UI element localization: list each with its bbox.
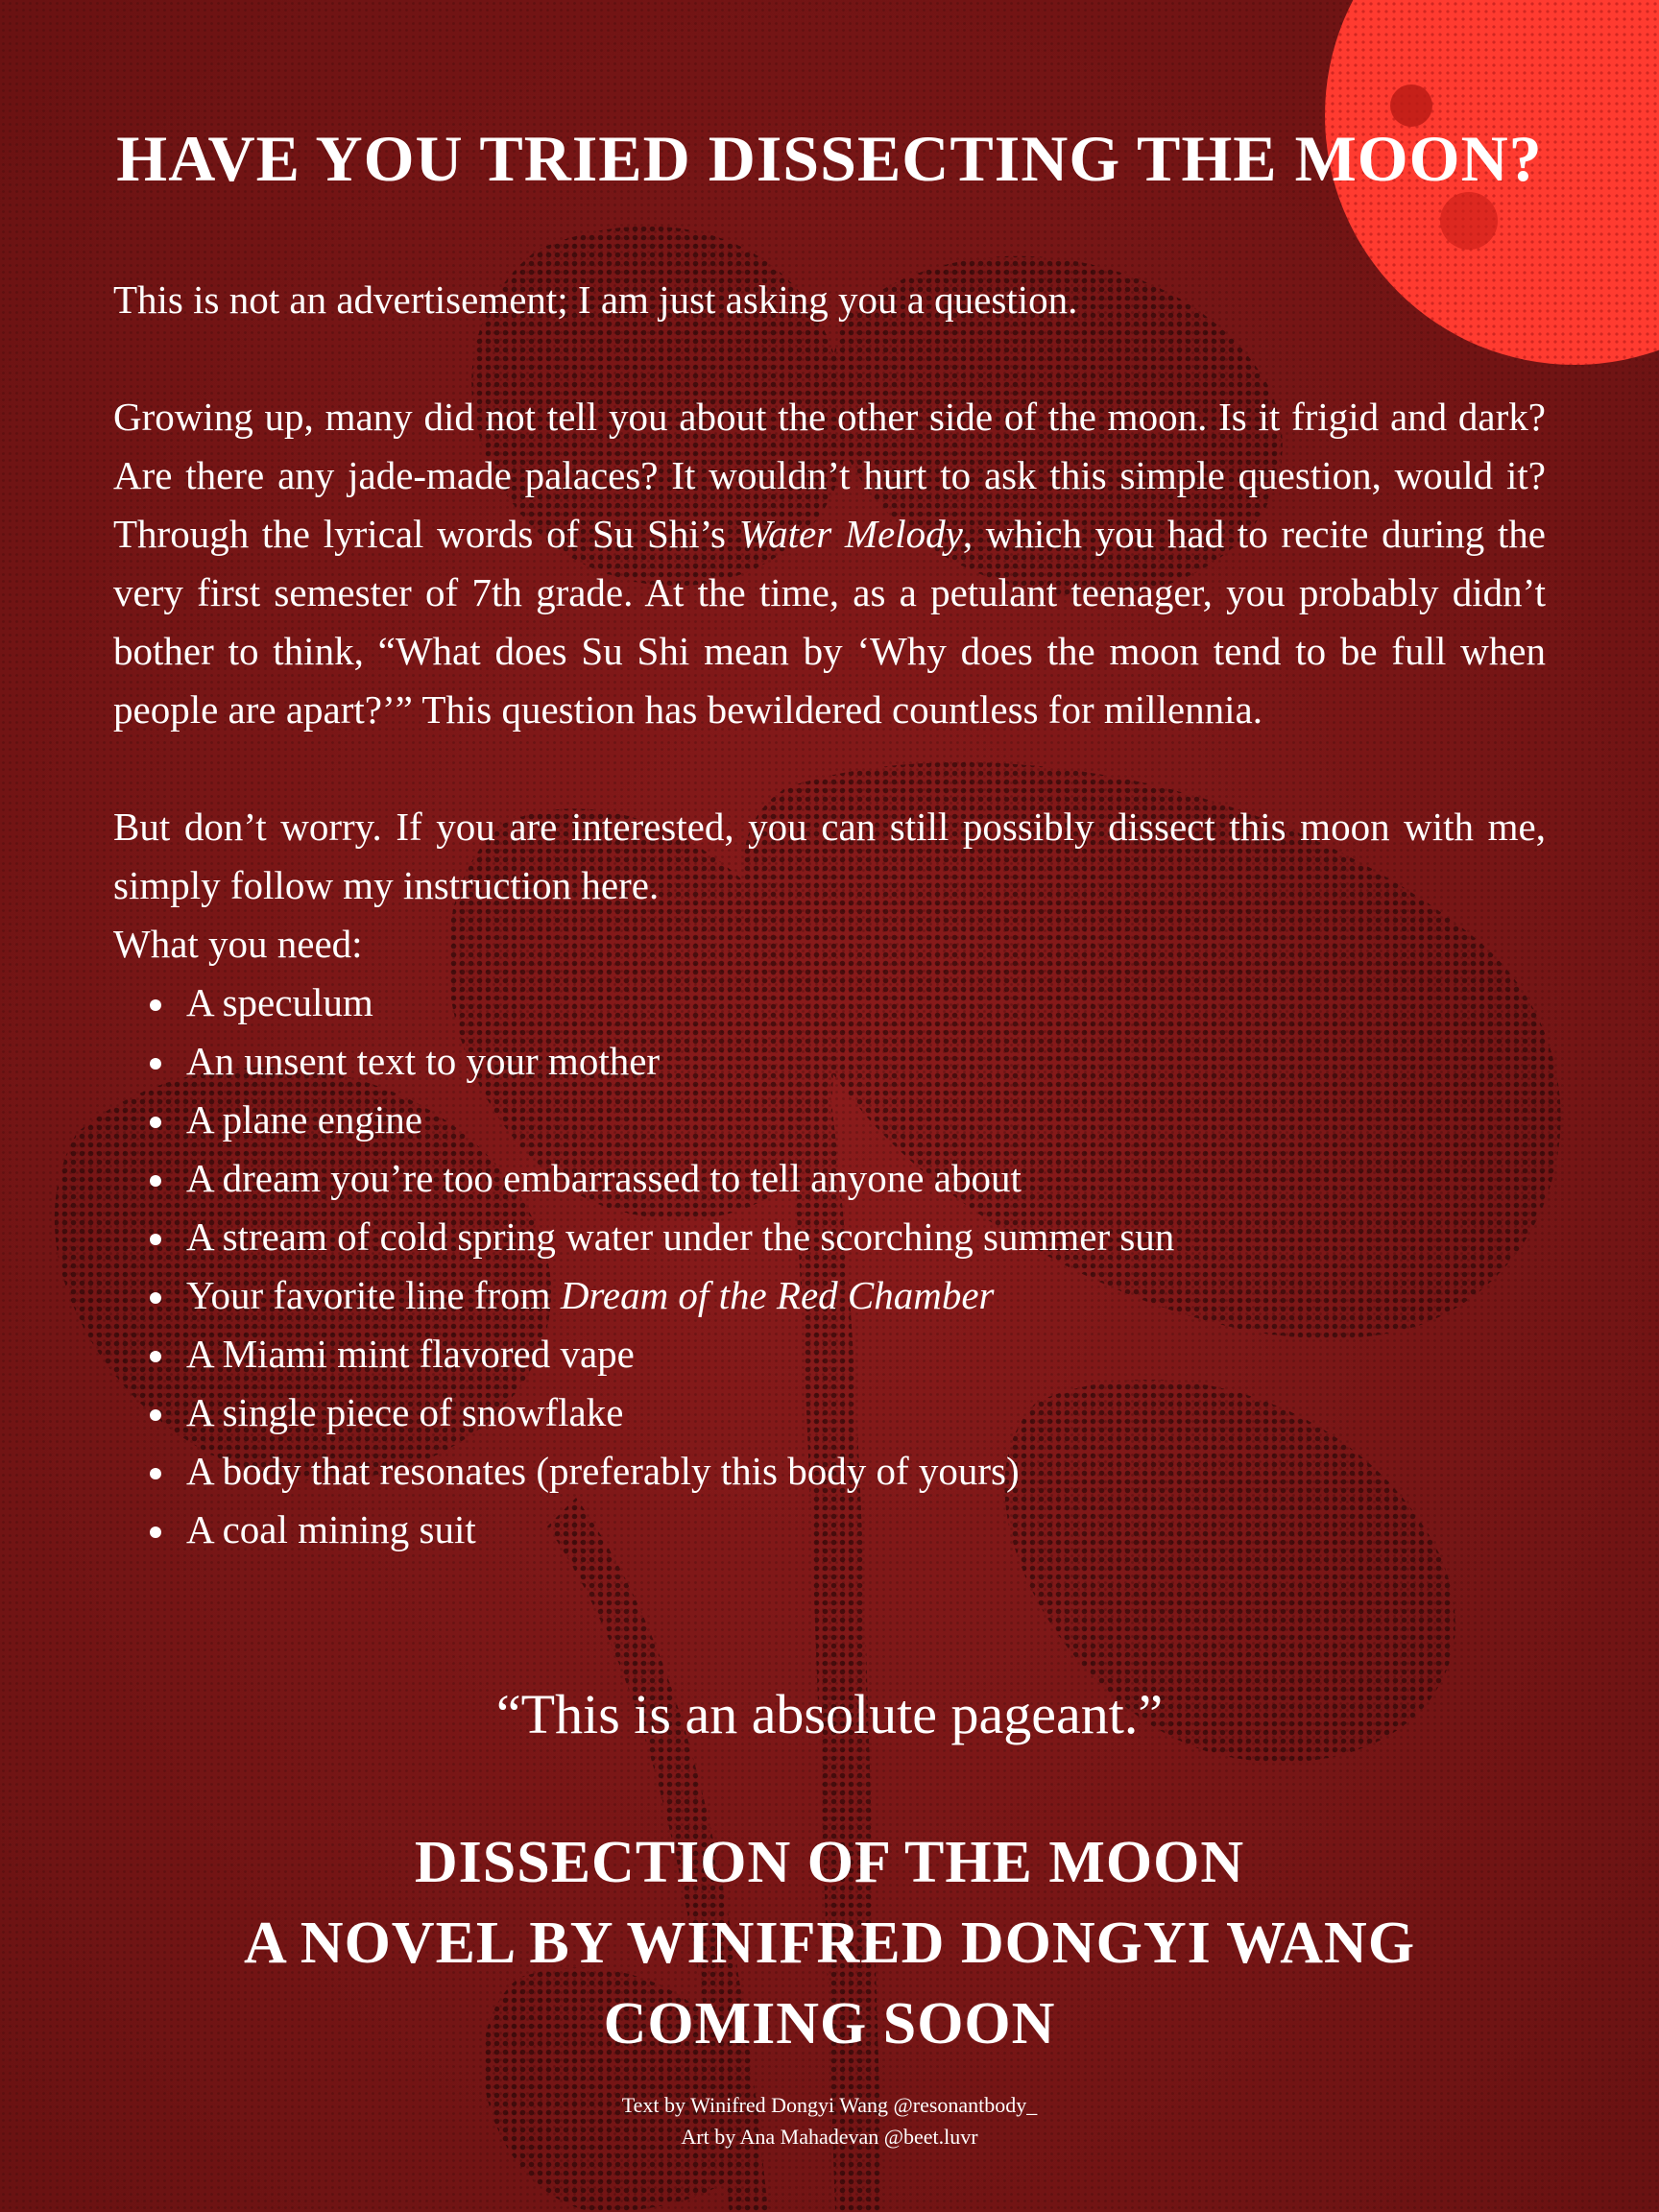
list-item: A speculum bbox=[150, 974, 1546, 1032]
paragraph-text-before-title: Growing up, many did not tell you about the other side of the moon. Is it frigid and dark? Are there any jade-made palaces? It wouldn’t hurt to ask this simple question, would it? Through the lyrical words of Su Shi’s bbox=[113, 395, 1546, 556]
list-item: A body that resonates (preferably this body of yours) bbox=[150, 1442, 1546, 1501]
book-author: A NOVEL BY WINIFRED DONGYI WANG bbox=[243, 1911, 1416, 1976]
paragraph-text-after-title: , which you had to recite during the very first semester of 7th grade. At the time, as a petulant teenager, you probably didn’t bother to think, “What does Su Shi mean by ‘Why does the moon tend to be full when people are apart?’” This question has bewildered countless for millennia. bbox=[113, 512, 1546, 732]
list-item: An unsent text to your mother bbox=[150, 1032, 1546, 1091]
art-credit: Art by Ana Mahadevan @beet.luvr bbox=[681, 2125, 978, 2149]
list-item: A Miami mint flavored vape bbox=[150, 1325, 1546, 1383]
invitation-paragraph: But don’t worry. If you are interested, you can still possibly dissect this moon with me, simply follow my instruction here. bbox=[113, 805, 1546, 907]
list-item: A coal mining suit bbox=[150, 1501, 1546, 1559]
novel-title: Dream of the Red Chamber bbox=[560, 1273, 995, 1317]
list-item: A single piece of snowflake bbox=[150, 1383, 1546, 1442]
moon-question-paragraph bbox=[113, 388, 1546, 739]
list-item bbox=[150, 1266, 1546, 1325]
credits bbox=[0, 2089, 1659, 2152]
list-item: A dream you’re too embarrassed to tell anyone about bbox=[150, 1149, 1546, 1208]
list-item-text: Your favorite line from bbox=[186, 1273, 561, 1317]
text-credit: Text by Winifred Dongyi Wang @resonantbody_ bbox=[621, 2093, 1038, 2117]
body-text bbox=[113, 271, 1546, 1559]
needs-label: What you need: bbox=[113, 922, 363, 966]
book-title: DISSECTION OF THE MOON bbox=[414, 1830, 1245, 1895]
pull-quote: “This is an absolute pageant.” bbox=[495, 1683, 1164, 1745]
intro-paragraph: This is not an advertisement; I am just asking you a question. bbox=[113, 277, 1078, 322]
needs-list bbox=[113, 974, 1546, 1559]
release-status: COMING SOON bbox=[603, 1991, 1056, 2056]
headline: HAVE YOU TRIED DISSECTING THE MOON? bbox=[116, 122, 1543, 195]
list-item: A stream of cold spring water under the scorching summer sun bbox=[150, 1208, 1546, 1266]
list-item: A plane engine bbox=[150, 1091, 1546, 1149]
book-title-block bbox=[0, 1822, 1659, 2064]
poem-title: Water Melody bbox=[738, 512, 963, 556]
